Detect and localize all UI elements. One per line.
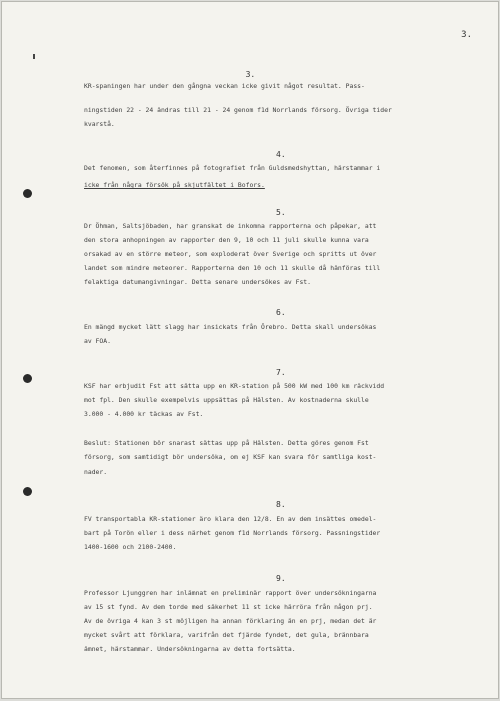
section-number: 9. [276,574,286,583]
paragraph-line: 1400-1600 och 2100-2400. [84,543,177,551]
document-page [1,1,499,699]
paragraph-line: KSF har erbjudit Fst att sätta upp en KR-station på 500 kW med 100 km räckvidd [84,382,385,390]
decision-line: försorg, som samtidigt bör undersöka, om ej KSF kan svara för samtliga kost- [84,453,377,461]
section-number: 8. [276,500,286,509]
margin-mark [33,54,35,59]
paragraph-line: kvarstå. [84,120,115,128]
decision-line: nader. [84,468,108,476]
decision-line: Beslut: Stationen bör snarast sättas upp på Hälsten. Detta göres genom Fst [84,439,369,447]
paragraph-line: Dr Öhman, Saltsjöbaden, har granskat de inkomna rapporterna och påpekar, att [84,222,377,230]
paragraph-line: av 15 st fynd. Av dem torde med säkerhet 11 st icke härröra från någon prj. [84,603,373,611]
section-number: 3. [245,70,256,79]
paragraph-line: KR-spaningen har under den gångna veckan icke givit något resultat. Pass- [84,82,365,90]
punch-hole-top [23,189,32,198]
paragraph-line: Professor Ljunggren har inlämnat en preliminär rapport över undersökningarna [84,589,377,597]
page-number: 3. [461,30,472,40]
paragraph-line: 3.000 - 4.000 kr täckas av Fst. [84,410,204,418]
section-3 [84,70,365,93]
paragraph-line: ämnet, härstammar. Undersökningarna av detta fortsätta. [84,645,296,653]
paragraph-line: En mängd mycket lätt slagg har insickats från Örebro. Detta skall undersökas [84,323,377,331]
paragraph-line: icke från några försök på skjutfältet i Bofors. [84,181,265,189]
punch-hole-middle [23,374,32,383]
paragraph-line: den stora anhopningen av rapporter den 9, 10 och 11 juli skulle kunna vara [84,236,369,244]
paragraph-line: mycket svårt att förklara, varifrån det fjärde fyndet, det gula, brännbara [84,631,369,639]
paragraph-line: mot fpl. Den skulle exempelvis uppsättas på Hälsten. Av kostnaderna skulle [84,396,369,404]
paragraph-line: orsakad av en större meteor, som exploderat över Sverige och spritts ut över [84,250,377,258]
paragraph-line: Det fenomen, som återfinnes på fotografiet från Guldsmedshyttan, härstammar i [84,164,381,172]
section-number: 5. [276,208,286,217]
section-number: 6. [276,308,286,317]
paragraph-line: landet som mindre meteorer. Rapporterna den 10 och 11 skulle då hänföras till [84,264,381,272]
punch-hole-bottom [23,487,32,496]
paragraph-line: ningstiden 22 - 24 ändras till 21 - 24 genom f1d Norrlands försorg. Övriga tider [84,106,392,114]
paragraph-line: av FOA. [84,337,111,345]
paragraph-line: bart på Torön eller i dess närhet genom f1d Norrlands försorg. Passningstider [84,529,381,537]
section-number: 7. [276,368,286,377]
paragraph-line: felaktiga datumangivningar. Detta senare undersökes av Fst. [84,278,312,286]
paragraph-line: Av de övriga 4 kan 3 st möjligen ha annan förklaring än en prj, medan det är [84,617,377,625]
section-number: 4. [276,150,286,159]
paragraph-line: FV transportabla KR-stationer äro klara den 12/8. En av dem insättes omedel- [84,515,377,523]
